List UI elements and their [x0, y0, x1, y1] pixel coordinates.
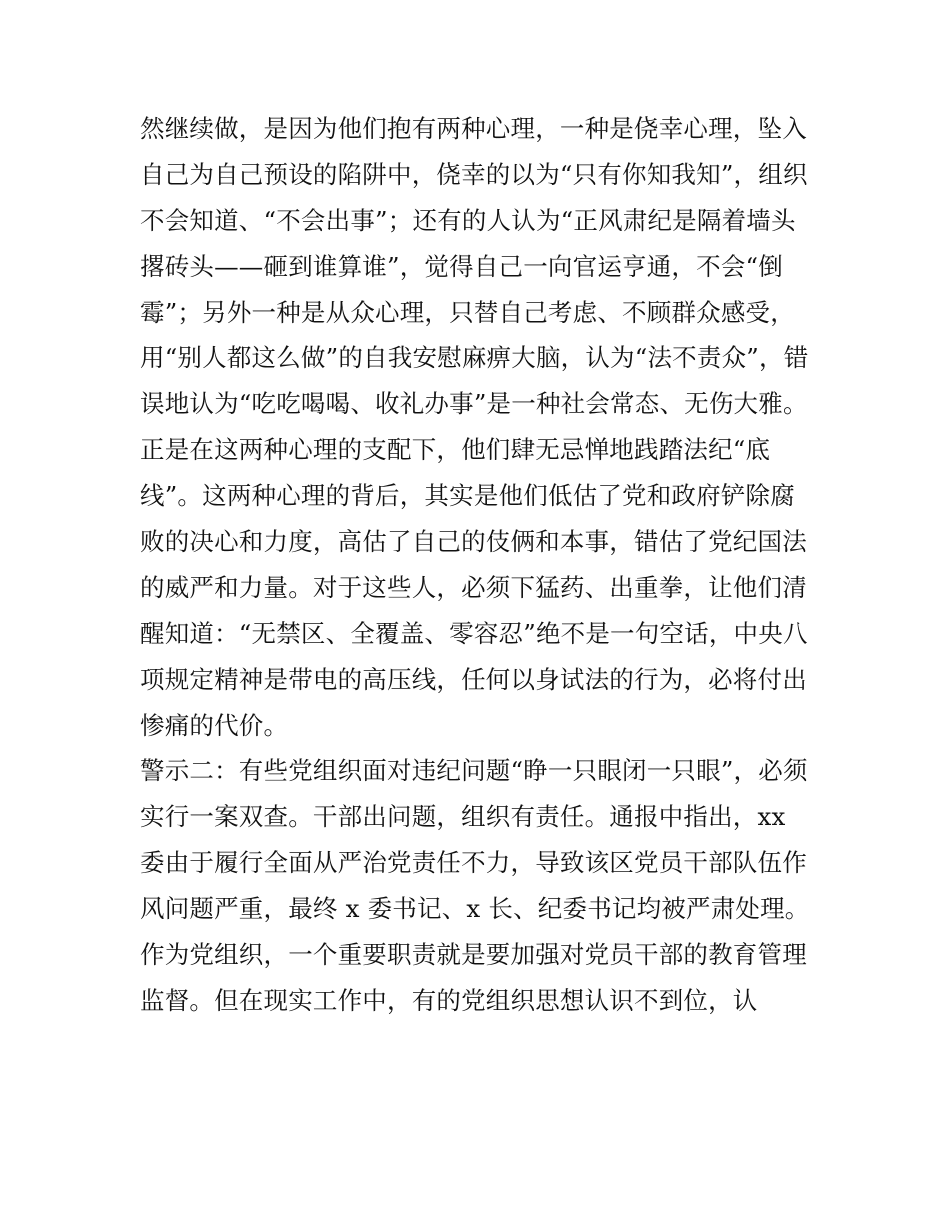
- text-line: 不会知道、“不会出事”；还有的人认为“正风肃纪是隔着墙头: [140, 205, 796, 235]
- text-line: 自己为自己预设的陷阱中，侥幸的以为“只有你知我知”，组织: [140, 159, 808, 189]
- text-line: 委由于履行全面从严治党责任不力，导致该区党员干部队伍作: [140, 848, 807, 878]
- body-text: [140, 106, 820, 1024]
- text-line: 撂砖头——砸到谁算谁”，觉得自己一向官运亨通，不会“倒: [140, 251, 783, 281]
- text-line: 然继续做，是因为他们抱有两种心理，一种是侥幸心理，坠入: [140, 114, 807, 143]
- text-line: 线”。这两种心理的背后，其实是他们低估了党和政府铲除腐: [140, 481, 795, 511]
- text-line: 霉”；另外一种是从众心理，只替自己考虑、不顾群众感受，: [140, 297, 795, 327]
- text-line: 败的决心和力度，高估了自己的伎俩和本事，错估了党纪国法: [140, 527, 807, 557]
- text-line: 惨痛的代价。: [140, 710, 289, 740]
- text-line: 醒知道：“无禁区、全覆盖、零容忍”绝不是一句空话，中央八: [140, 618, 808, 648]
- text-line: 正是在这两种心理的支配下，他们肆无忌惮地践踏法纪“底: [140, 435, 771, 465]
- text-line: 作为党组织，一个重要职责就是要加强对党员干部的教育管理: [140, 940, 807, 970]
- text-line: 风问题严重，最终 x 委书记、x 长、纪委书记均被严肃处理。: [140, 894, 810, 924]
- text-line: 警示二：有些党组织面对违纪问题“睁一只眼闭一只眼”，必须: [140, 756, 808, 786]
- text-line: 用“别人都这么做”的自我安慰麻痹大脑，认为“法不责众”，错: [140, 343, 809, 373]
- text-line: 项规定精神是带电的高压线，任何以身试法的行为，必将付出: [140, 664, 807, 694]
- text-line: 的威严和力量。对于这些人，必须下猛药、出重拳，让他们清: [140, 572, 807, 602]
- text-line: 误地认为“吃吃喝喝、收礼办事”是一种社会常态、无伤大雅。: [140, 389, 808, 419]
- text-line: 监督。但在现实工作中，有的党组织思想认识不到位，认: [140, 985, 758, 1015]
- text-line: 实行一案双查。干部出问题，组织有责任。通报中指出，xx: [140, 802, 786, 832]
